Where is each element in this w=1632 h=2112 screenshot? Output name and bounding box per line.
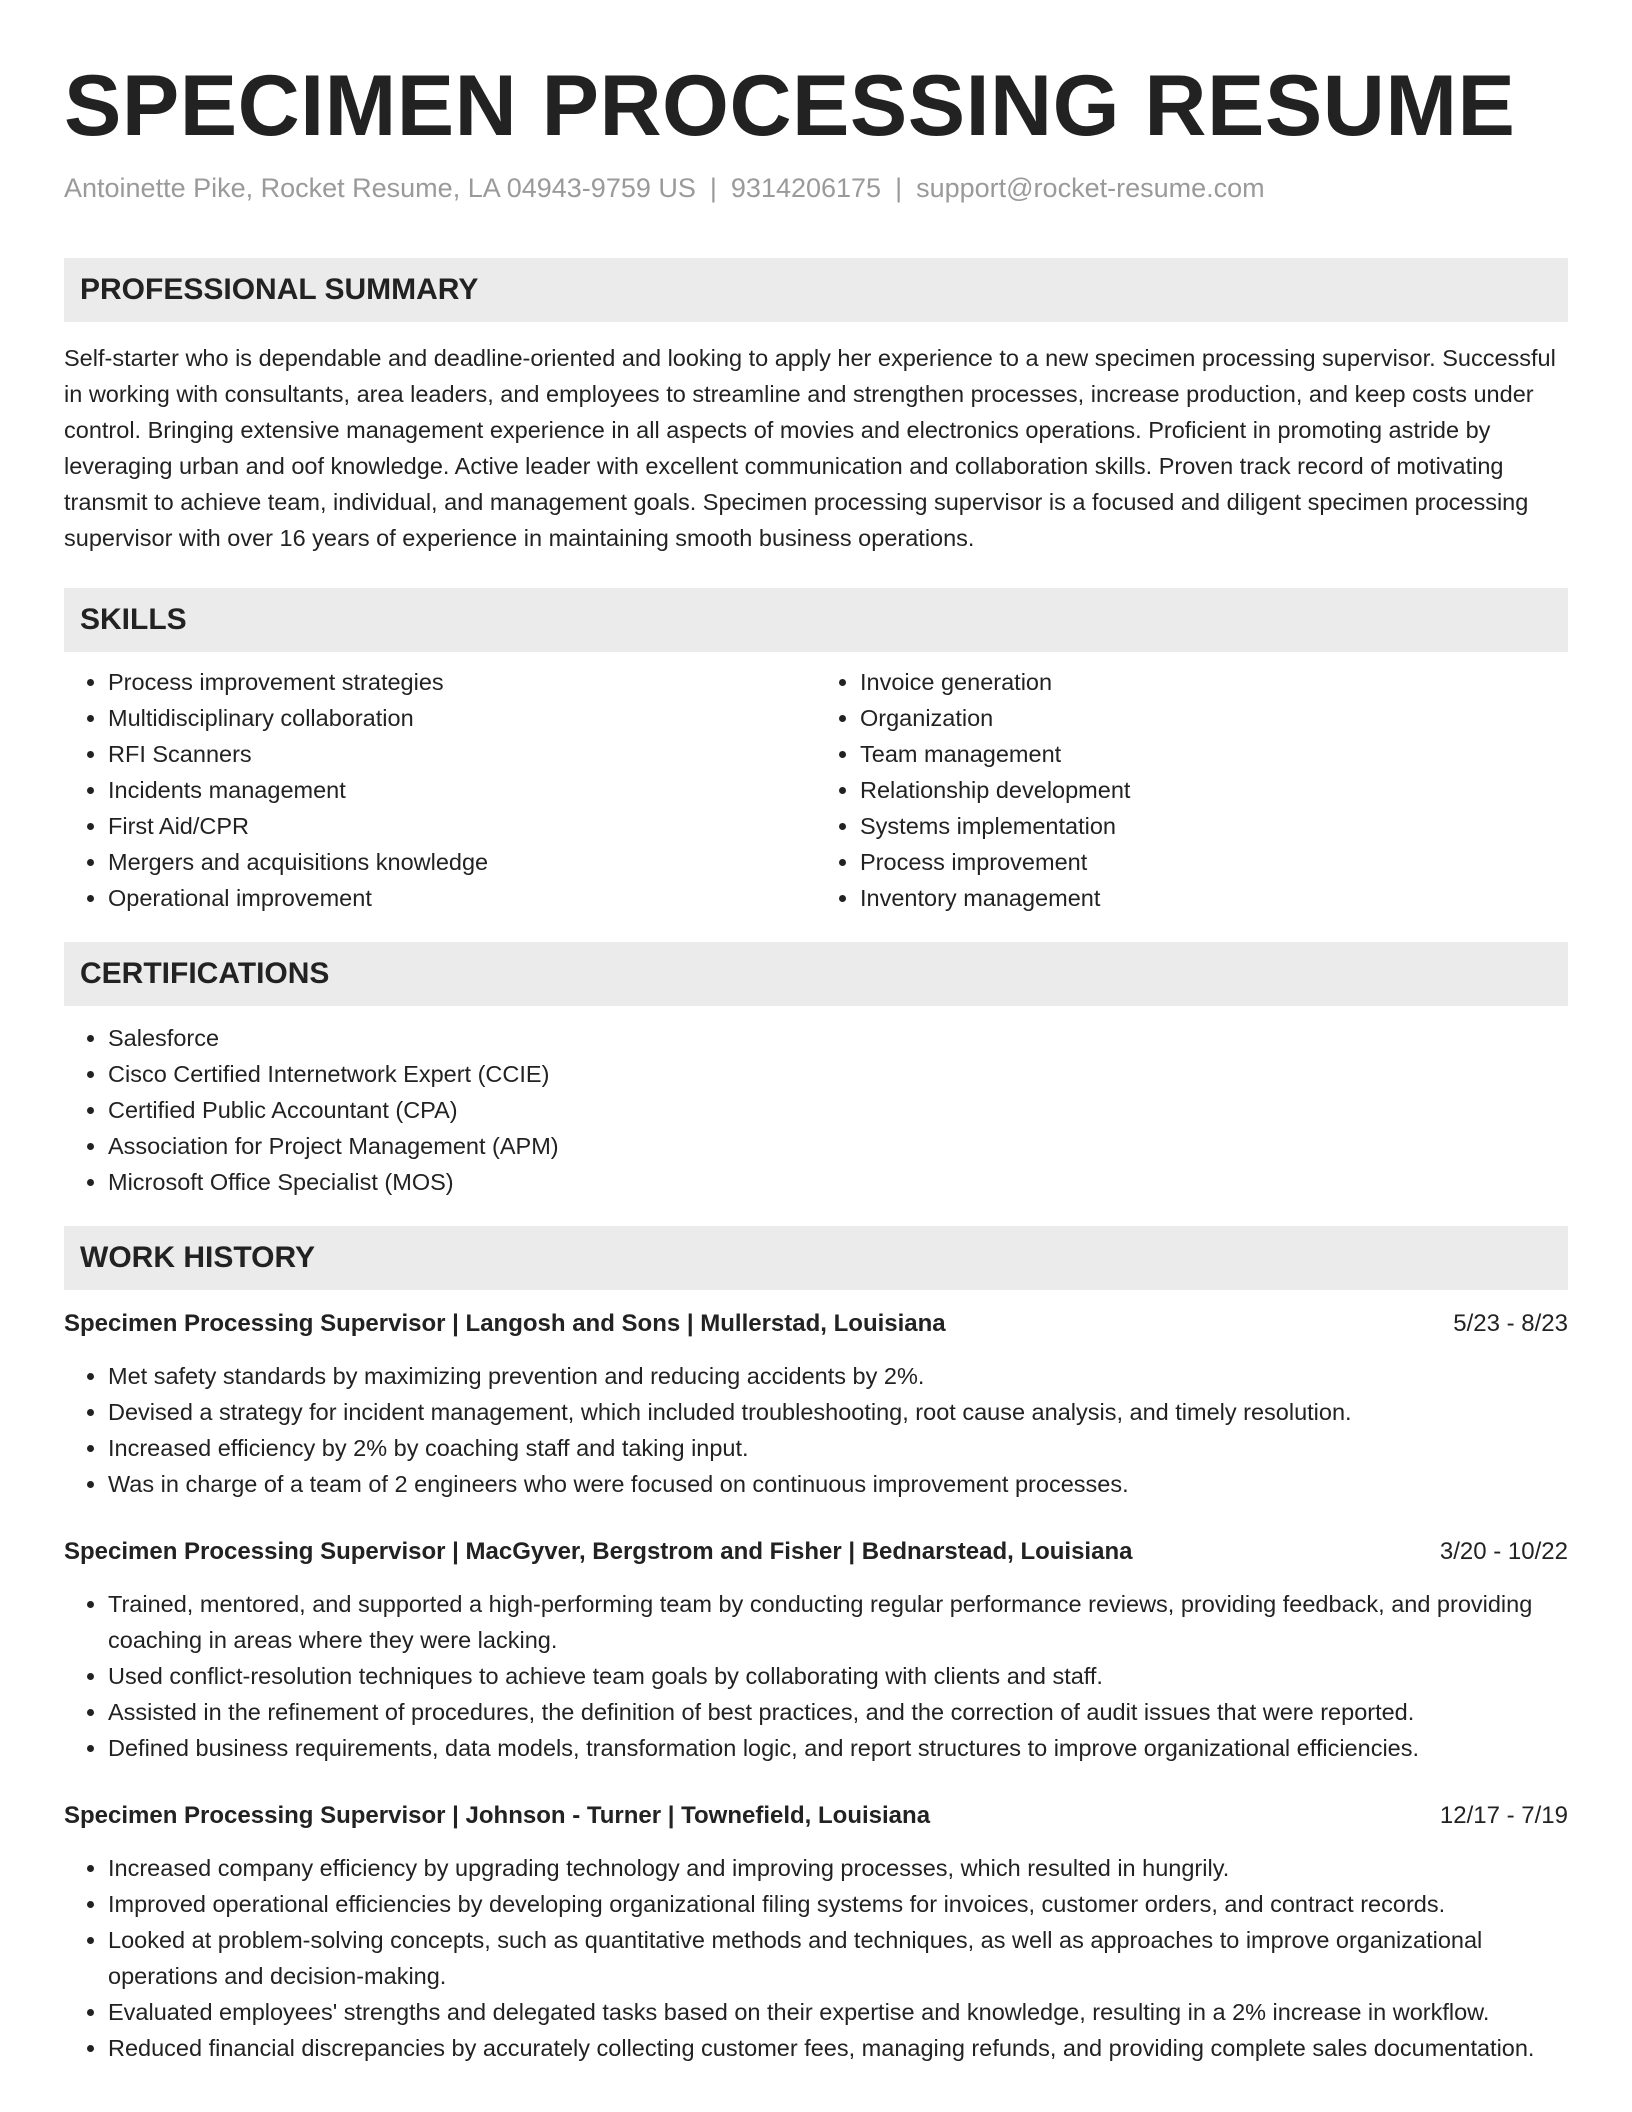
job-bullet: • Looked at problem-solving concepts, such as quantitative methods and techniques, as well as approaches to improve organizational operations and decision-making. (108, 1922, 1568, 1994)
contact-separator: | (709, 173, 717, 203)
job-bullets (64, 1586, 1568, 1766)
job-bullet: • Reduced financial discrepancies by accurately collecting customer fees, managing refunds, and providing complete sales documentation. (108, 2030, 1568, 2066)
job-title: Specimen Processing Supervisor | Johnson - Turner | Townefield, Louisiana (64, 1802, 931, 1829)
skill-item: • Process improvement strategies (108, 664, 816, 700)
job-dates: 5/23 - 8/23 (1453, 1310, 1568, 1337)
job-bullet: • Increased company efficiency by upgrading technology and improving processes, which resulted in hungrily. (108, 1850, 1568, 1886)
contact-line (64, 170, 1568, 206)
skill-item: • Team management (860, 736, 1568, 772)
job-bullet: • Met safety standards by maximizing prevention and reducing accidents by 2%. (108, 1358, 1568, 1394)
skill-item: • Systems implementation (860, 808, 1568, 844)
work-history-heading: WORK HISTORY (64, 1226, 1568, 1290)
certification-item: • Certified Public Accountant (CPA) (108, 1092, 1568, 1128)
job-bullet: • Defined business requirements, data models, transformation logic, and report structures to improve organizational efficiencies. (108, 1730, 1568, 1766)
skills-column-right (816, 664, 1568, 916)
skill-item: • First Aid/CPR (108, 808, 816, 844)
job-bullet: • Increased efficiency by 2% by coaching staff and taking input. (108, 1430, 1568, 1466)
job-title: Specimen Processing Supervisor | Langosh and Sons | Mullerstad, Louisiana (64, 1310, 946, 1337)
job-bullets (64, 1850, 1568, 2066)
contact-email: support@rocket-resume.com (916, 173, 1265, 203)
skill-item: • Relationship development (860, 772, 1568, 808)
skill-item: • Multidisciplinary collaboration (108, 700, 816, 736)
job-bullet: • Evaluated employees' strengths and delegated tasks based on their expertise and knowledge, resulting in a 2% increase in workflow. (108, 1994, 1568, 2030)
job-bullet: • Was in charge of a team of 2 engineers who were focused on continuous improvement processes. (108, 1466, 1568, 1502)
job-header (64, 1534, 1568, 1570)
contact-address: Antoinette Pike, Rocket Resume, LA 04943-9759 US (64, 173, 696, 203)
job-bullet: • Devised a strategy for incident management, which included troubleshooting, root cause analysis, and timely resolution. (108, 1394, 1568, 1430)
certification-item: • Association for Project Management (APM) (108, 1128, 1568, 1164)
contact-phone: 9314206175 (730, 173, 882, 203)
job-title: Specimen Processing Supervisor | MacGyver, Bergstrom and Fisher | Bednarstead, Louisiana (64, 1538, 1133, 1565)
skill-item: • Mergers and acquisitions knowledge (108, 844, 816, 880)
skill-item: • Incidents management (108, 772, 816, 808)
job-dates: 12/17 - 7/19 (1439, 1802, 1568, 1829)
skills-list (64, 664, 1568, 916)
summary-text: Self-starter who is dependable and deadline-oriented and looking to apply her experience to a new specimen processing supervisor. Successful in working with consultants, area leaders, and employees to streamline and strengthen processes, increase production, and keep costs under control. Bringing extensive management experience in all aspects of movies and electronics operations. Proficient in promoting astride by leveraging urban and oof knowledge. Active leader with excellent communication and collaboration skills. Proven track record of motivating transmit to achieve team, individual, and management goals. Specimen processing supervisor is a focused and diligent specimen processing supervisor with over 16 years of experience in maintaining smooth business operations. (64, 345, 1556, 551)
skill-item: • Invoice generation (860, 664, 1568, 700)
certifications-heading: CERTIFICATIONS (64, 942, 1568, 1006)
summary-heading: PROFESSIONAL SUMMARY (64, 258, 1568, 322)
skill-item: • Organization (860, 700, 1568, 736)
skills-heading: SKILLS (64, 588, 1568, 652)
job-bullet: • Assisted in the refinement of procedures, the definition of best practices, and the correction of audit issues that were reported. (108, 1694, 1568, 1730)
skills-column-left (64, 664, 816, 916)
certification-item: • Salesforce (108, 1020, 1568, 1056)
job-bullets (64, 1358, 1568, 1502)
resume-title: SPECIMEN PROCESSING RESUME (64, 58, 1516, 154)
skill-item: • Operational improvement (108, 880, 816, 916)
job-entry (64, 1798, 1568, 2066)
job-bullet: • Trained, mentored, and supported a high-performing team by conducting regular performance reviews, providing feedback, and providing coaching in areas where they were lacking. (108, 1586, 1568, 1658)
skill-item: • Inventory management (860, 880, 1568, 916)
certification-item: • Cisco Certified Internetwork Expert (CCIE) (108, 1056, 1568, 1092)
skill-item: • RFI Scanners (108, 736, 816, 772)
job-dates: 3/20 - 10/22 (1439, 1538, 1568, 1565)
resume-page (64, 0, 1568, 2066)
job-entry (64, 1306, 1568, 1502)
certification-item: • Microsoft Office Specialist (MOS) (108, 1164, 1568, 1200)
skill-item: • Process improvement (860, 844, 1568, 880)
job-header (64, 1798, 1568, 1834)
contact-separator: | (895, 173, 903, 203)
certifications-list (64, 1020, 1568, 1200)
job-bullet: • Used conflict-resolution techniques to achieve team goals by collaborating with clients and staff. (108, 1658, 1568, 1694)
job-header (64, 1306, 1568, 1342)
job-entry (64, 1534, 1568, 1766)
job-bullet: • Improved operational efficiencies by developing organizational filing systems for invoices, customer orders, and contract records. (108, 1886, 1568, 1922)
